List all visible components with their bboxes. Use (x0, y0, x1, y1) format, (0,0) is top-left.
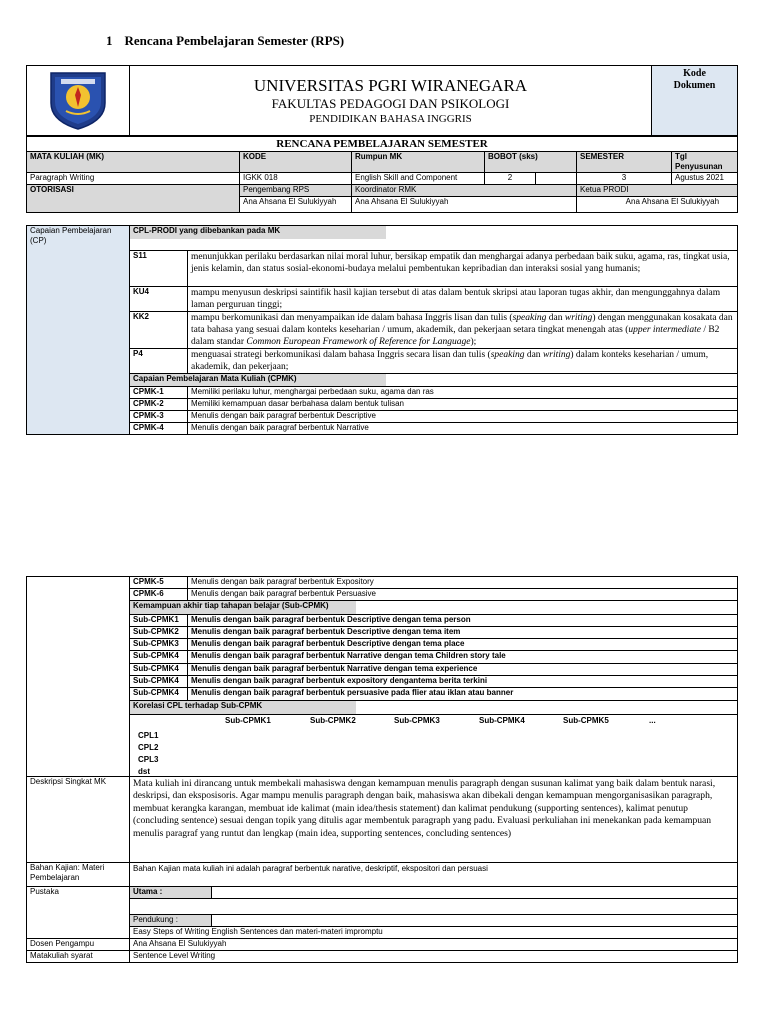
sub-cpmk-code: Sub-CPMK4 (130, 688, 188, 701)
cpl-header (130, 226, 738, 251)
cpl-code: KK2 (130, 312, 188, 349)
cpmk-text: Menulis dengan baik paragraf berbentuk Narrative (188, 423, 738, 435)
detail-left-blank (27, 577, 130, 777)
rps-title: RENCANA PEMBELAJARAN SEMESTER (27, 137, 738, 152)
cpmk-text: Memiliki kemampuan dasar berbahasa dalam bentuk tulisan (188, 399, 738, 411)
program-name: PENDIDIKAN BAHASA INGGRIS (309, 112, 472, 125)
cpl-header-text: CPL-PRODI yang dibebankan pada MK (130, 226, 386, 239)
pengembang-value: Ana Ahsana El Sulukiyyah (240, 197, 352, 213)
bobot-header: BOBOT (sks) (485, 152, 577, 173)
cpl-code: S11 (130, 251, 188, 287)
university-name: UNIVERSITAS PGRI WIRANEGARA (253, 75, 528, 95)
cpmk-header-text: Capaian Pembelajaran Mata Kuliah (CPMK) (130, 374, 386, 386)
korelasi-grid (130, 715, 738, 777)
cpl-text: mampu menyusun deskripsi saintifik hasil kajian tersebut di atas dalam bentuk skripsi atau laporan tugas akhir, dan mengunggahnya dalam laman perguruan tinggi; (188, 287, 738, 312)
dosen-label: Dosen Pengampu (27, 939, 130, 951)
rumpun-value: English Skill and Component (352, 173, 485, 185)
semester-header: SEMESTER (577, 152, 672, 173)
cpl-text-em: writing (542, 350, 571, 360)
bahan-text: Bahan Kajian mata kuliah ini adalah paragraf berbentuk narative, deskriptif, ekspositori dan persuasi (130, 863, 738, 887)
sub-cpmk-text: Menulis dengan baik paragraf berbentuk Descriptive dengan tema place (188, 639, 738, 651)
korelasi-col: Sub-CPMK1 (225, 716, 271, 725)
cpmk-header (130, 374, 738, 387)
korelasi-col: Sub-CPMK4 (479, 716, 525, 725)
bobot-value: 2 (485, 173, 536, 185)
rps-detail-table (26, 576, 738, 777)
sub-cpmk-text: Menulis dengan baik paragraf berbentuk Narrative dengan tema experience (188, 664, 738, 676)
cpl-text-part: ); (470, 337, 477, 347)
doc-code-label: Kode (683, 68, 706, 79)
sub-cpmk-header (130, 601, 738, 615)
pustaka-blank (130, 899, 738, 915)
sub-cpmk-text: Menulis dengan baik paragraf berbentuk persuasive pada flier atau iklan atau banner (188, 688, 738, 701)
pengembang-header: Pengembang RPS (240, 185, 352, 197)
korelasi-row: dst (138, 767, 150, 776)
korelasi-col: Sub-CPMK5 (563, 716, 609, 725)
korelasi-header-text: Korelasi CPL terhadap Sub-CPMK (130, 701, 356, 714)
cpl-code: P4 (130, 349, 188, 374)
sub-cpmk-text: Menulis dengan baik paragraf berbentuk Descriptive dengan tema person (188, 615, 738, 627)
cpl-text (188, 312, 738, 349)
section-title: Rencana Pembelajaran Semester (RPS) (124, 33, 345, 48)
korelasi-col: ... (649, 716, 656, 725)
pustaka-item: Easy Steps of Writing English Sentences dan materi-materi impromptu (130, 927, 738, 939)
cp-table (26, 225, 738, 435)
semester-value: 3 (577, 173, 672, 185)
kode-value: IGKK 018 (240, 173, 352, 185)
syarat-value: Sentence Level Writing (130, 951, 738, 963)
utama-label: Utama : (130, 887, 212, 899)
korelasi-rows (138, 731, 158, 777)
cpmk-text: Menulis dengan baik paragraf berbentuk Persuasive (188, 589, 738, 601)
sub-cpmk-code: Sub-CPMK4 (130, 676, 188, 688)
cpmk-code: CPMK-4 (130, 423, 188, 435)
cpmk-code: CPMK-5 (130, 577, 188, 589)
cpl-code: KU4 (130, 287, 188, 312)
sub-cpmk-code: Sub-CPMK3 (130, 639, 188, 651)
rps-description-table (26, 776, 738, 963)
syarat-label: Matakuliah syarat (27, 951, 130, 963)
cpl-text-part: dan (524, 350, 543, 360)
cpl-text (188, 349, 738, 374)
korelasi-columns (195, 716, 735, 726)
deskripsi-label: Deskripsi Singkat MK (27, 777, 130, 863)
course-info-table (26, 136, 738, 213)
rps-header-table (26, 65, 738, 136)
university-logo-icon (47, 67, 109, 131)
ketua-value: Ana Ahsana El Sulukiyyah (577, 197, 738, 213)
cpl-text-part: ) dengan menggunakan kosakata dan tata bahasa yang sesuai dalam konteks keseharian / umum, akademik, dan pekerjaan setara tingkat menengah atas ( (191, 313, 733, 335)
tgl-header: Tgl Penyusunan (672, 152, 738, 173)
sub-cpmk-text: Menulis dengan baik paragraf berbentuk Descriptive dengan tema item (188, 627, 738, 639)
cpmk-code: CPMK-6 (130, 589, 188, 601)
cpmk-text: Menulis dengan baik paragraf berbentuk Expository (188, 577, 738, 589)
cpl-text-part: mampu berkomunikasi dan menyampaikan ide dalam bahasa Inggris lisan dan tulis ( (191, 313, 513, 323)
cpmk-text: Menulis dengan baik paragraf berbentuk Descriptive (188, 411, 738, 423)
sub-cpmk-code: Sub-CPMK4 (130, 664, 188, 676)
bobot-empty (536, 173, 577, 185)
kode-header: KODE (240, 152, 352, 173)
cpl-text-part: ) dalam konteks keseharian / umum, akademik, dan pekerjaan; (191, 350, 709, 372)
cpl-text-em: speaking (512, 313, 547, 323)
korelasi-header (130, 701, 738, 715)
korelasi-col: Sub-CPMK3 (394, 716, 440, 725)
korelasi-col: Sub-CPMK2 (310, 716, 356, 725)
cpl-text-em: writing (564, 313, 593, 323)
sub-cpmk-code: Sub-CPMK2 (130, 627, 188, 639)
faculty-name: FAKULTAS PEDAGOGI DAN PSIKOLOGI (271, 95, 510, 111)
cpmk-code: CPMK-1 (130, 387, 188, 399)
koordinator-header: Koordinator RMK (352, 185, 577, 197)
otorisasi-label: OTORISASI (27, 185, 240, 213)
cpl-text-em: speaking (490, 350, 525, 360)
logo-cell (27, 66, 130, 136)
korelasi-row: CPL2 (138, 743, 159, 752)
koordinator-value: Ana Ahsana El Sulukiyyah (352, 197, 577, 213)
document-code-cell (652, 66, 738, 136)
cpl-text-em: Common European Framework of Reference for Language (246, 337, 471, 347)
bahan-label: Bahan Kajian: Materi Pembelajaran (27, 863, 130, 887)
doc-code-label-2: Dokumen (673, 80, 716, 91)
cpmk-text: Memiliki perilaku luhur, menghargai perbedaan suku, agama dan ras (188, 387, 738, 399)
mk-header: MATA KULIAH (MK) (27, 152, 240, 173)
cpl-text-part: / B2 dalam standar (191, 325, 720, 347)
pendukung-label: Pendukung : (130, 915, 212, 927)
rumpun-header: Rumpun MK (352, 152, 485, 173)
cpl-text-part: menguasai strategi berkomunikasi dalam bahasa Inggris secara lisan dan tulis ( (191, 350, 491, 360)
cpl-text-part: dan (546, 313, 565, 323)
cpmk-code: CPMK-2 (130, 399, 188, 411)
sub-cpmk-header-text: Kemampuan akhir tiap tahapan belajar (Sub-CPMK) (130, 601, 356, 614)
pustaka-label: Pustaka (27, 887, 130, 939)
cpl-text-em: upper intermediate (628, 325, 701, 335)
utama-value (212, 887, 738, 899)
cp-label: Capaian Pembelajaran (CP) (27, 226, 130, 435)
sub-cpmk-code: Sub-CPMK1 (130, 615, 188, 627)
tgl-value: Agustus 2021 (672, 173, 738, 185)
korelasi-row: CPL3 (138, 755, 159, 764)
cpmk-code: CPMK-3 (130, 411, 188, 423)
ketua-header: Ketua PRODI (577, 185, 738, 197)
dosen-value: Ana Ahsana El Sulukiyyah (130, 939, 738, 951)
sub-cpmk-code: Sub-CPMK4 (130, 651, 188, 664)
university-title-cell (130, 66, 652, 136)
deskripsi-text: Mata kuliah ini dirancang untuk membekali mahasiswa dengan kemampuan menulis paragraph dengan susunan kalimat yang baik dalam bentuk narasi, deskripsi, dan eksposisoris. Agar mampu menulis paragraph dengan baik, mahasiswa akan dibekali dengan kemampuan mengorganisasikan paragraph, membuat kerangka karangan, membuat ide kalimat (main idea/thesis statement) dan kalimat pendukung (supporting sentences), kalimat penutup (concluding sentence) sesuai dengan topik yang ditulis agar membentuk paragraph yang padu. Evaluasi perkuliahan ini menekankan pada kemampuan menulis paragraf yang runtut dan lengkap (main idea, supporting sentences, concluding sentences) (130, 777, 738, 863)
section-heading (106, 33, 344, 49)
korelasi-row: CPL1 (138, 731, 159, 740)
sub-cpmk-text: Menulis dengan baik paragraf berbentuk expository dengantema berita terkini (188, 676, 738, 688)
section-number: 1 (106, 33, 113, 48)
sub-cpmk-text: Menulis dengan baik paragraf berbentuk Narrative dengan tema Children story tale (188, 651, 738, 664)
cpl-text: menunjukkan perilaku berdasarkan nilai moral luhur, bersikap empatik dan menghargai adanya perbedaan baik suku, agama, ras, tingkat usia, jenis kelamin, dan status sosial-ekonomi-budaya melalui pembentukan kepribadian dan interaksi sosial yang humanis; (188, 251, 738, 287)
mk-value: Paragraph Writing (27, 173, 240, 185)
pendukung-value (212, 915, 738, 927)
